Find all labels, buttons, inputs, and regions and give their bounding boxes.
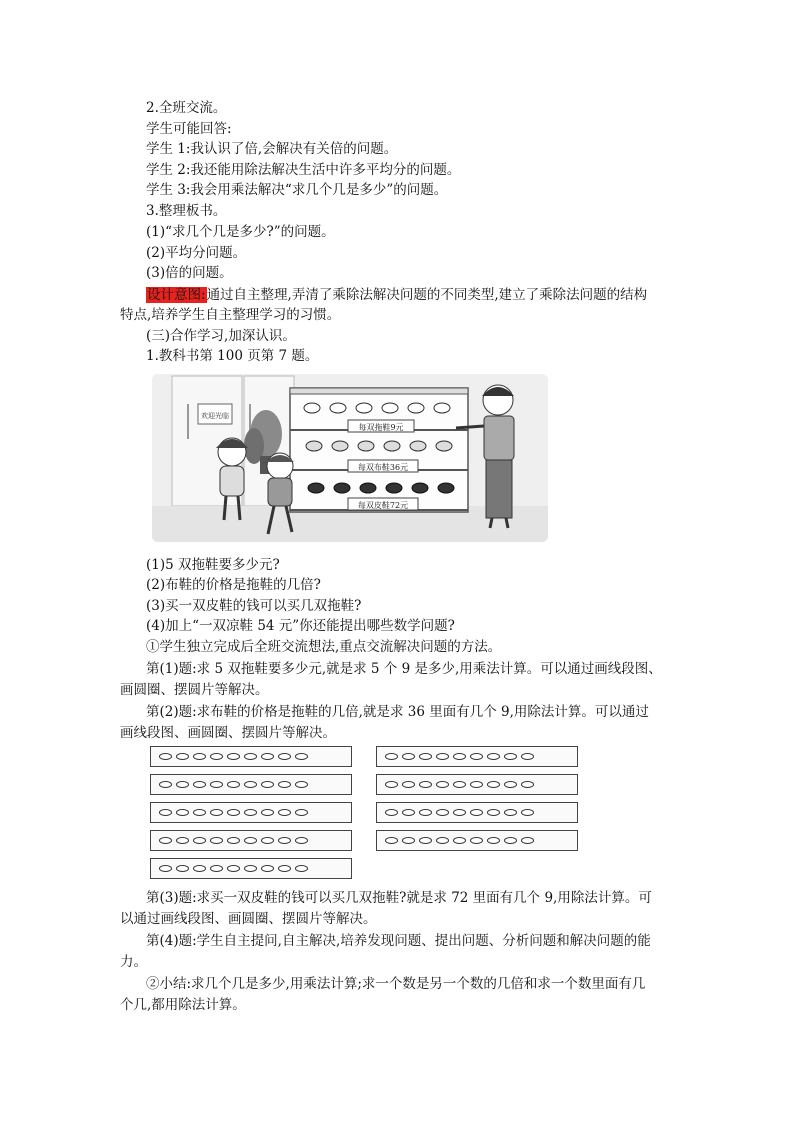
circle-mark [278, 865, 291, 872]
circle-mark [193, 865, 206, 872]
circle-mark [419, 781, 432, 788]
circle-mark [261, 753, 274, 760]
text-line: 画圆圈、摆圆片等解决。 [120, 682, 269, 698]
circle-mark [436, 781, 449, 788]
circle-group-row [150, 746, 352, 767]
circle-mark [261, 837, 274, 844]
circle-mark [487, 753, 500, 760]
circle-mark [278, 837, 291, 844]
text-line: 学生 1:我认识了倍,会解决有关倍的问题。 [146, 141, 398, 157]
circle-mark [295, 837, 308, 844]
text-line: 第(3)题:求买一双皮鞋的钱可以买几双拖鞋?就是求 72 里面有几个 9,用除法计算。可 [146, 890, 652, 906]
text-line: 学生可能回答: [146, 121, 232, 137]
circle-mark [419, 753, 432, 760]
circle-group-row [376, 746, 578, 767]
text-line: 2.全班交流。 [146, 100, 227, 116]
circle-mark [193, 809, 206, 816]
circle-mark [385, 753, 398, 760]
circle-mark [261, 865, 274, 872]
text-line: ②小结:求几个几是多少,用乘法计算;求一个数是另一个数的几倍和求一个数里面有几 [146, 976, 646, 992]
circle-group-row [150, 802, 352, 823]
circle-mark [385, 781, 398, 788]
circle-mark [176, 753, 189, 760]
circle-mark [193, 837, 206, 844]
circle-mark [504, 809, 517, 816]
question-line: (3)买一双皮鞋的钱可以买几双拖鞋? [146, 598, 362, 614]
circle-mark [487, 809, 500, 816]
circle-mark [436, 753, 449, 760]
circle-mark [227, 753, 240, 760]
circle-group-row [376, 802, 578, 823]
circle-mark [487, 781, 500, 788]
circle-mark [453, 837, 466, 844]
circle-mark [521, 781, 534, 788]
circle-group-row [376, 830, 578, 851]
circle-mark [504, 753, 517, 760]
circle-mark [159, 809, 172, 816]
shoe-store-drawing [152, 374, 548, 542]
text-line: 特点,培养学生自主整理学习的习惯。 [120, 307, 341, 323]
circle-mark [159, 753, 172, 760]
circle-mark [453, 809, 466, 816]
question-line: ①学生独立完成后全班交流想法,重点交流解决问题的方法。 [146, 639, 502, 655]
circle-mark [244, 781, 257, 788]
text-line: 第(1)题:求 5 双拖鞋要多少元,就是求 5 个 9 是多少,用乘法计算。可以通过画线段图、 [146, 661, 662, 677]
circle-mark [159, 865, 172, 872]
circle-mark [210, 753, 223, 760]
circle-mark [419, 837, 432, 844]
circle-mark [402, 809, 415, 816]
circle-mark [176, 837, 189, 844]
circle-mark [244, 837, 257, 844]
question-line: (4)加上“一双凉鞋 54 元”你还能提出哪些数学问题? [146, 618, 455, 634]
shoe-store-illustration [152, 374, 548, 542]
circle-mark [521, 837, 534, 844]
circle-mark [278, 809, 291, 816]
circle-mark [227, 809, 240, 816]
section-heading: (三)合作学习,加深认识。 [146, 328, 296, 344]
circle-mark [159, 837, 172, 844]
circle-mark [436, 809, 449, 816]
circle-mark [419, 809, 432, 816]
circle-mark [521, 753, 534, 760]
leather-shoe-price: 每双皮鞋72元 [357, 501, 409, 510]
circle-mark [261, 781, 274, 788]
text-line: 第(2)题:求布鞋的价格是拖鞋的几倍,就是求 36 里面有几个 9,用除法计算。可以通过 [146, 704, 649, 720]
text-line: (2)平均分问题。 [146, 245, 247, 261]
text-line: (3)倍的问题。 [146, 265, 233, 281]
circle-mark [210, 781, 223, 788]
question-line: (2)布鞋的价格是拖鞋的几倍? [146, 577, 321, 593]
circle-mark [470, 809, 483, 816]
circle-mark [227, 781, 240, 788]
exercise-heading: 1.教科书第 100 页第 7 题。 [146, 348, 319, 364]
circle-mark [227, 865, 240, 872]
text-line: 学生 2:我还能用除法解决生活中许多平均分的问题。 [146, 162, 461, 178]
circle-mark [436, 837, 449, 844]
text-line: 力。 [120, 954, 147, 970]
circle-mark [402, 753, 415, 760]
slipper-price: 每双拖鞋9元 [358, 423, 404, 432]
circle-group-row [150, 774, 352, 795]
circle-mark [453, 753, 466, 760]
circle-mark [261, 809, 274, 816]
circle-group-row [376, 774, 578, 795]
circle-mark [504, 781, 517, 788]
circle-groups-diagram [150, 746, 590, 882]
circle-mark [295, 865, 308, 872]
circle-mark [278, 781, 291, 788]
circle-mark [176, 809, 189, 816]
circle-mark [487, 837, 500, 844]
circle-mark [504, 837, 517, 844]
circle-mark [244, 865, 257, 872]
text-line: 以通过画线段图、画圆圈、摆圆片等解决。 [120, 911, 377, 927]
circle-mark [176, 865, 189, 872]
circle-mark [210, 837, 223, 844]
circle-group-row [150, 830, 352, 851]
design-intent-label: 设计意图: [147, 287, 206, 303]
circle-mark [295, 753, 308, 760]
circle-mark [385, 837, 398, 844]
text-line: 画线段图、画圆圈、摆圆片等解决。 [120, 725, 336, 741]
cloth-shoe-price: 每双布鞋36元 [357, 463, 409, 472]
design-intent-line [146, 286, 647, 304]
circle-mark [295, 781, 308, 788]
circle-mark [453, 781, 466, 788]
circle-mark [193, 781, 206, 788]
circle-mark [470, 753, 483, 760]
circle-mark [210, 809, 223, 816]
circle-mark [193, 753, 206, 760]
text-line: 3.整理板书。 [146, 203, 227, 219]
text-line: 第(4)题:学生自主提问,自主解决,培养发现问题、提出问题、分析问题和解决问题的能 [146, 933, 651, 949]
circle-mark [244, 753, 257, 760]
text-line: 学生 3:我会用乘法解决“求几个几是多少”的问题。 [146, 182, 448, 198]
text-line: (1)“求几个几是多少?”的问题。 [146, 224, 335, 240]
circle-mark [470, 781, 483, 788]
circle-mark [244, 809, 257, 816]
circle-mark [521, 809, 534, 816]
circle-mark [295, 809, 308, 816]
circle-mark [210, 865, 223, 872]
circle-mark [470, 837, 483, 844]
circle-mark [278, 753, 291, 760]
circle-mark [227, 837, 240, 844]
circle-mark [385, 809, 398, 816]
question-line: (1)5 双拖鞋要多少元? [146, 557, 280, 573]
design-intent-text: 通过自主整理,弄清了乘除法解决问题的不同类型,建立了乘除法问题的结构 [206, 287, 648, 303]
text-line: 个几,都用除法计算。 [120, 997, 246, 1013]
circle-mark [402, 781, 415, 788]
circle-mark [176, 781, 189, 788]
circle-group-row [150, 858, 352, 879]
circle-mark [159, 781, 172, 788]
welcome-sign: 欢迎光临 [201, 412, 229, 420]
circle-mark [402, 837, 415, 844]
